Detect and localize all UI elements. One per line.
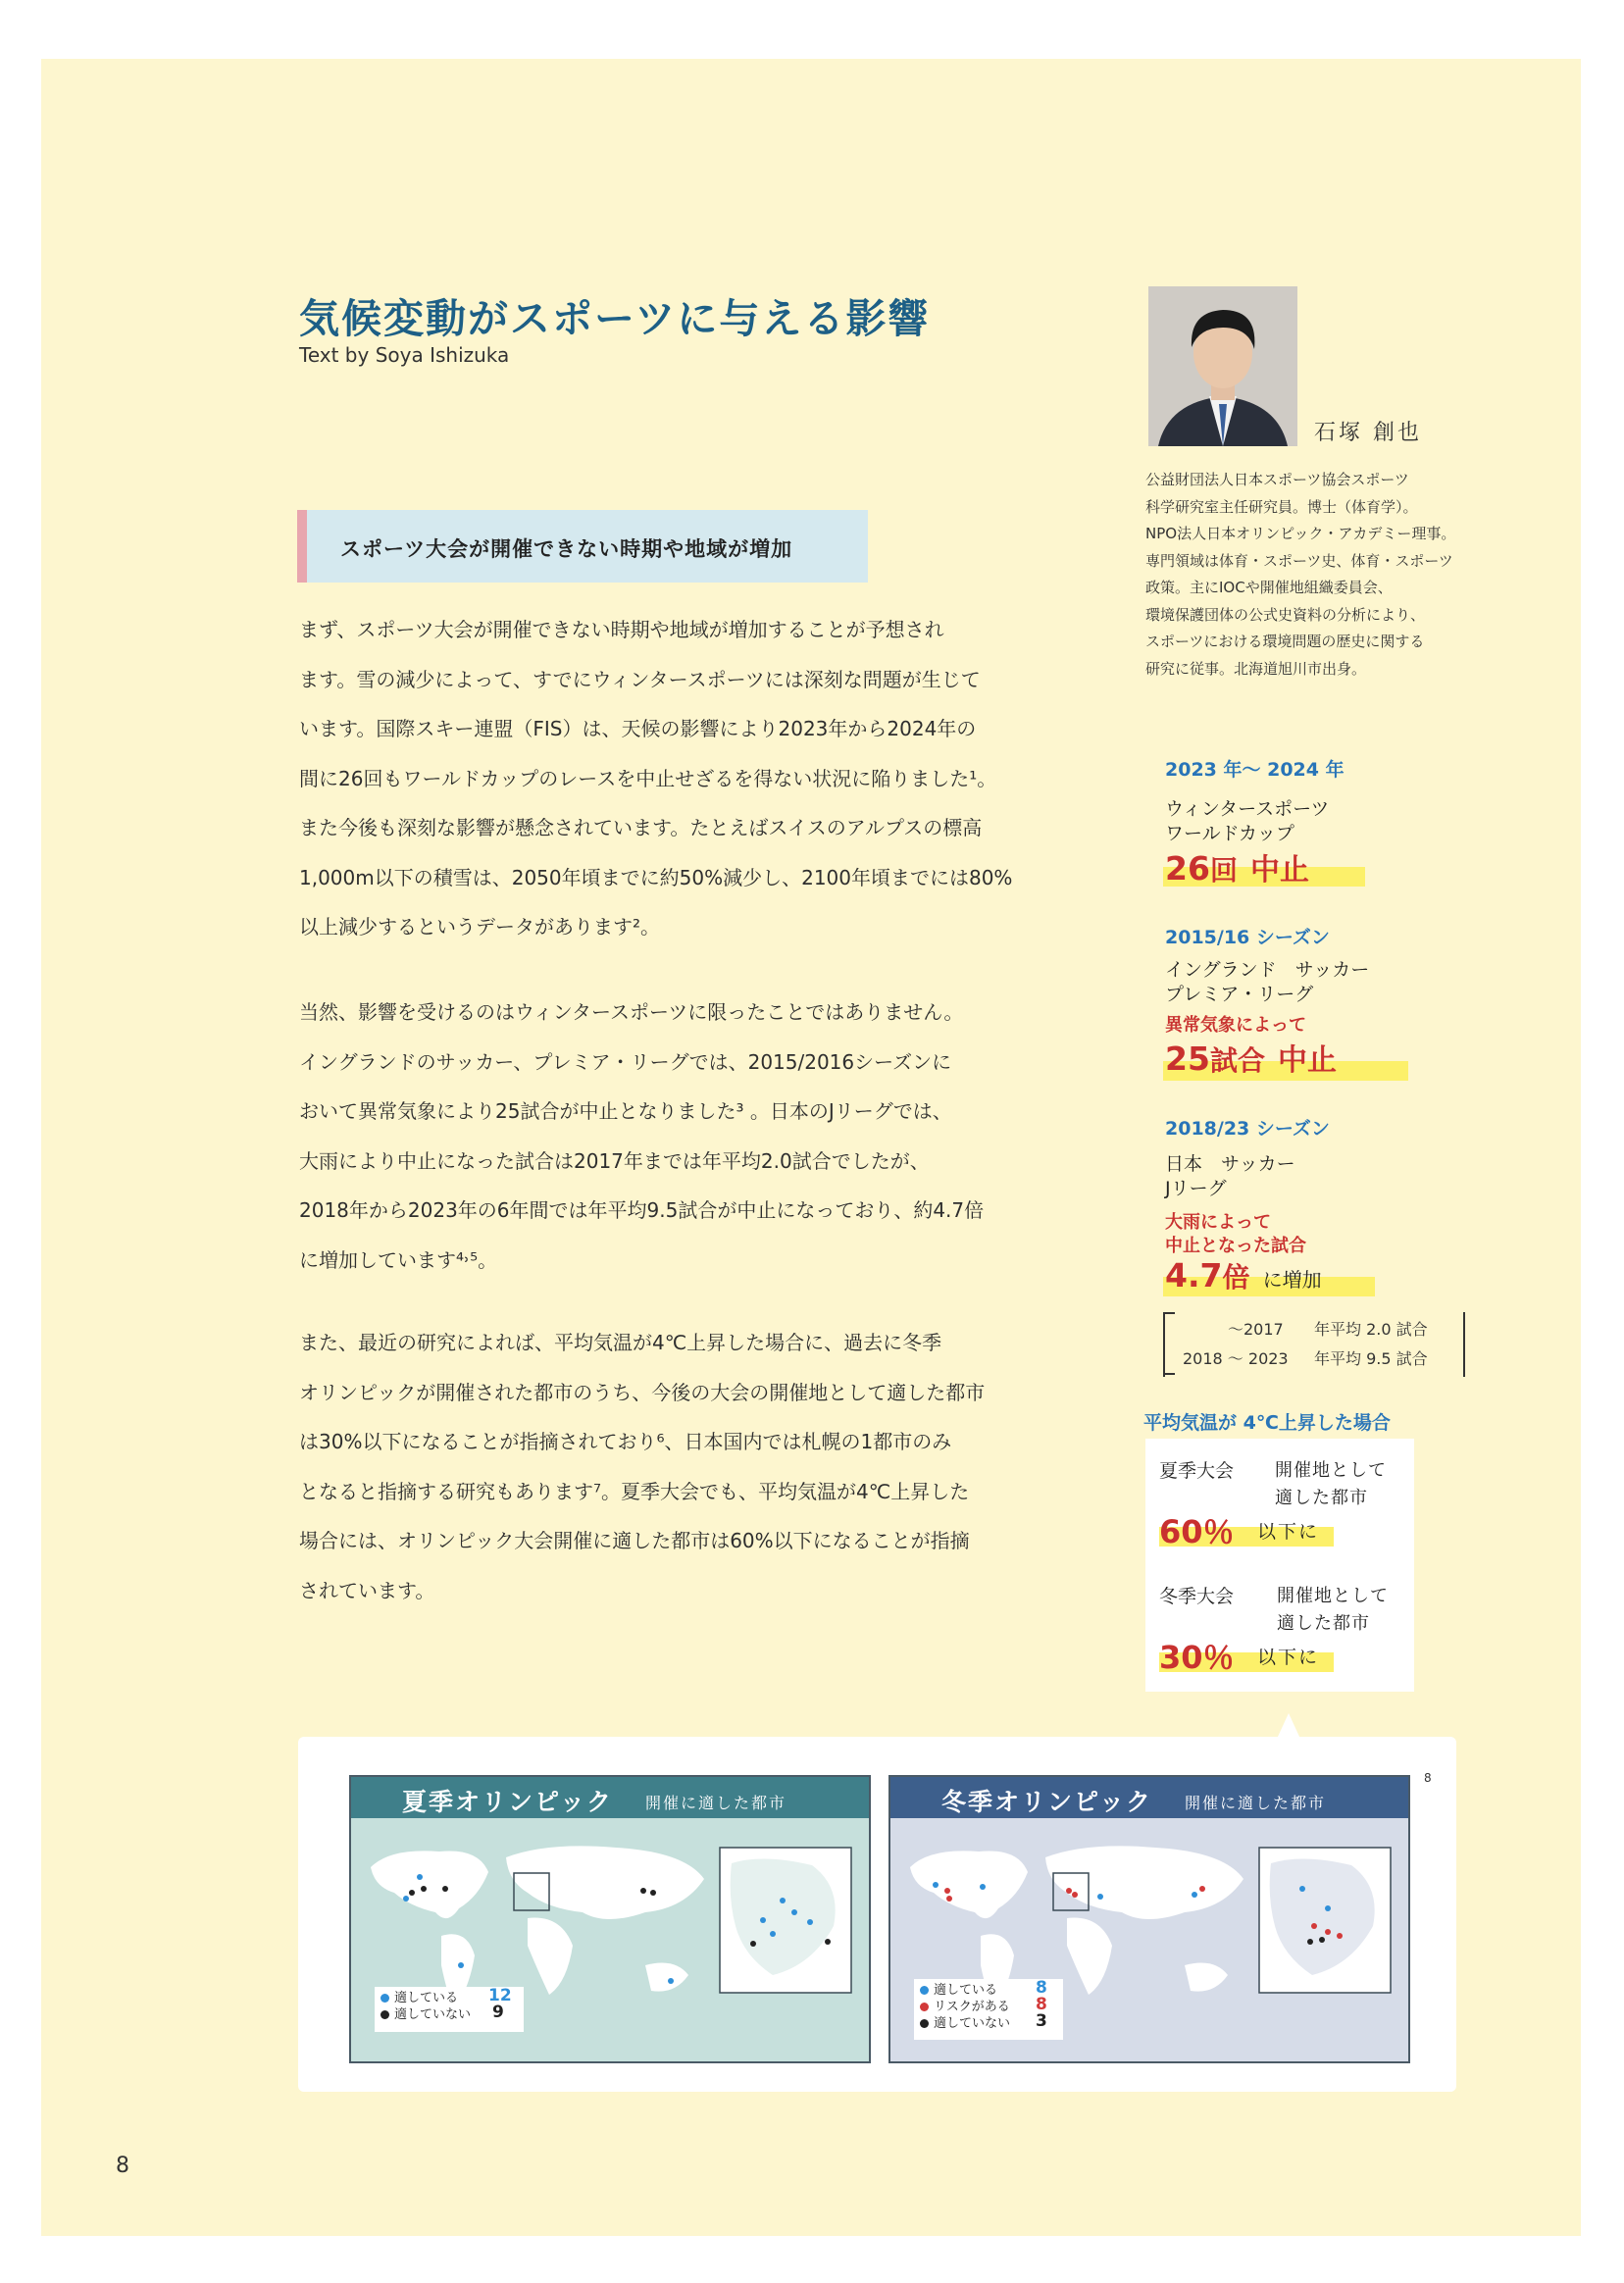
jl-cause2: 中止となった試合 xyxy=(1165,1236,1306,1256)
paragraph-line: 1,000m以下の積雪は、2050年頃までに約50%減少し、2100年頃までには80% xyxy=(299,865,1013,889)
legend-label: 適している xyxy=(394,1991,459,2005)
jl-line1: 日本 サッカー xyxy=(1165,1153,1295,1175)
summer-legend xyxy=(375,1987,524,2032)
fis-stat xyxy=(1165,845,1309,888)
bio-line: 政策。主にIOCや開催地組織委員会、 xyxy=(1145,579,1393,596)
paragraph-line: 場合には、オリンピック大会開催に適した都市は60%以下になることが指摘 xyxy=(299,1529,970,1552)
bio-line: 環境保護団体の公式史資料の分析により、 xyxy=(1145,605,1426,624)
pl-unit: 試合 xyxy=(1209,1044,1265,1077)
paragraph-line: 間に26回もワールドカップのレースを中止せざるを得ない状況に陥りました¹。 xyxy=(299,766,997,790)
summer-map-title: 夏季オリンピック xyxy=(402,1788,614,1816)
jl-period: 2018/23 シーズン xyxy=(1165,1118,1330,1140)
jl-unit: 倍 xyxy=(1222,1261,1250,1294)
legend-count: 9 xyxy=(492,2003,504,2022)
legend-count: 3 xyxy=(1036,2011,1047,2031)
summer-legend-unsuitable xyxy=(381,2003,518,2023)
legend-dot xyxy=(920,1986,929,1995)
paragraph-line: また、最近の研究によれば、平均気温が4℃上昇した場合に、過去に冬季 xyxy=(299,1331,942,1354)
fis-number: 26 xyxy=(1165,849,1210,888)
paragraph-line: 以上減少するというデータがあります²。 xyxy=(299,915,661,939)
fis-verb: 中止 xyxy=(1250,853,1310,888)
pl-line2: プレミア・リーグ xyxy=(1165,984,1314,1005)
pl-number: 25 xyxy=(1165,1040,1210,1078)
paragraph-line: また今後も深刻な影響が懸念されています。たとえばスイスのアルプスの標高 xyxy=(299,816,983,839)
jl-number: 4.7 xyxy=(1165,1256,1223,1294)
summer-label: 夏季大会 xyxy=(1159,1460,1235,1482)
author-name: 石塚 創也 xyxy=(1314,421,1422,445)
legend-dot xyxy=(381,2010,389,2019)
section-heading: スポーツ大会が開催できない時期や地域が増加 xyxy=(340,537,793,561)
fis-period: 2023 年～ 2024 年 xyxy=(1165,759,1345,781)
paragraph-line: されています。 xyxy=(299,1578,435,1602)
paragraph-line: おいて異常気象により25試合が中止となりました³ 。日本のJリーグでは、 xyxy=(299,1099,952,1123)
legend-dot xyxy=(920,2019,929,2028)
pl-verb: 中止 xyxy=(1278,1043,1338,1078)
paragraph-line: オリンピックが開催された都市のうち、今後の大会の開催地として適した都市 xyxy=(299,1380,986,1404)
legend-label: 適していない xyxy=(934,2016,1011,2031)
bio-line: スポーツにおける環境問題の歴史に関する xyxy=(1145,633,1425,650)
paragraph-3 xyxy=(299,1318,1074,1615)
legend-label: リスクがある xyxy=(934,2000,1010,2014)
fis-unit: 回 xyxy=(1209,854,1238,887)
temp-heading: 平均気温が 4℃上昇した場合 xyxy=(1143,1412,1391,1434)
summer-map-header xyxy=(351,1777,869,1818)
fis-line1: ウィンタースポーツ xyxy=(1165,798,1330,820)
winter-map-title: 冬季オリンピック xyxy=(941,1788,1153,1816)
temperature-card xyxy=(1145,1439,1414,1692)
paragraph-2 xyxy=(299,988,1074,1285)
pl-line1: イングランド サッカー xyxy=(1165,959,1370,981)
summer-desc1: 開催地として xyxy=(1275,1460,1387,1481)
bio-line: 科学研究室主任研究員。博士（体育学）。 xyxy=(1145,497,1418,516)
winter-map-subtitle: 開催に適した都市 xyxy=(1185,1794,1327,1812)
winter-olympics-map xyxy=(888,1775,1410,2063)
winter-legend xyxy=(914,1979,1063,2040)
pl-stat xyxy=(1165,1036,1337,1079)
legend-count: 8 xyxy=(1036,1995,1047,2014)
bio-line: 専門領域は体育・スポーツ史、体育・スポーツ xyxy=(1145,551,1453,570)
summer-olympics-map xyxy=(349,1775,871,2063)
jl-row2-value: 年平均 9.5 試合 xyxy=(1314,1349,1428,1368)
winter-desc1: 開催地として xyxy=(1277,1586,1389,1606)
author-photo xyxy=(1148,286,1297,446)
paragraph-line: 2018年から2023年の6年間では年平均9.5試合が中止になっており、約4.7倍 xyxy=(299,1198,985,1222)
section-heading-box xyxy=(297,510,868,583)
legend-label: 適していない xyxy=(394,2007,472,2022)
summer-suffix: 以下に xyxy=(1257,1521,1320,1543)
pl-period: 2015/16 シーズン xyxy=(1165,927,1330,948)
bio-line: 研究に従事。北海道旭川市出身。 xyxy=(1145,659,1367,678)
paragraph-line: イングランドのサッカー、プレミア・リーグでは、2015/2016シーズンに xyxy=(299,1049,952,1074)
byline: Text by Soya Ishizuka xyxy=(299,343,510,367)
paragraph-line: は30%以下になることが指摘されており⁶、日本国内では札幌の1都市のみ xyxy=(299,1430,952,1453)
page-number: 8 xyxy=(116,2154,129,2178)
paragraph-line: に増加しています⁴˒⁵。 xyxy=(299,1247,498,1272)
jl-stat xyxy=(1165,1256,1322,1295)
legend-count: 12 xyxy=(488,1986,512,2005)
jl-row2-label: 2018 ～ 2023 xyxy=(1183,1349,1289,1368)
legend-label: 適している xyxy=(934,1983,998,1998)
jl-row1-value: 年平均 2.0 試合 xyxy=(1314,1320,1428,1339)
winter-legend-unsuitable xyxy=(920,2011,1057,2032)
bio-line: NPO法人日本オリンピック・アカデミー理事。 xyxy=(1145,525,1456,542)
jl-verb: に増加 xyxy=(1262,1268,1322,1292)
winter-desc2: 適した都市 xyxy=(1277,1613,1370,1634)
figure-reference: 8 xyxy=(1424,1771,1432,1785)
bio-line: 公益財団法人日本スポーツ協会スポーツ xyxy=(1145,471,1409,488)
summer-percent: 60％ xyxy=(1159,1513,1235,1550)
jl-row1-label: ～2017 xyxy=(1228,1320,1284,1339)
winter-percent: 30％ xyxy=(1159,1639,1235,1676)
paragraph-line: 大雨により中止になった試合は2017年までは年平均2.0試合でしたが、 xyxy=(299,1148,930,1173)
fis-line2: ワールドカップ xyxy=(1165,823,1294,844)
paragraph-line: ます。雪の減少によって、すでにウィンタースポーツには深刻な問題が生じて xyxy=(299,667,981,691)
legend-dot xyxy=(920,2003,929,2011)
article-title: 気候変動がスポーツに与える影響 xyxy=(299,295,931,342)
winter-map-header xyxy=(890,1777,1408,1818)
legend-count: 8 xyxy=(1036,1978,1047,1998)
paragraph-line: います。国際スキー連盟（FIS）は、天候の影響により2023年から2024年の xyxy=(299,717,977,740)
callout-pointer xyxy=(1269,1711,1308,1739)
paragraph-line: まず、スポーツ大会が開催できない時期や地域が増加することが予想され xyxy=(299,618,944,641)
summer-desc2: 適した都市 xyxy=(1275,1488,1368,1508)
pl-cause: 異常気象によって xyxy=(1165,1015,1306,1036)
jl-line2: Jリーグ xyxy=(1165,1178,1227,1199)
winter-label: 冬季大会 xyxy=(1159,1586,1235,1607)
winter-suffix: 以下に xyxy=(1257,1647,1320,1668)
legend-dot xyxy=(381,1994,389,2003)
paragraph-line: 当然、影響を受けるのはウィンタースポーツに限ったことではありません。 xyxy=(299,1000,964,1024)
jl-cause1: 大雨によって xyxy=(1165,1212,1271,1233)
summer-map-subtitle: 開催に適した都市 xyxy=(645,1794,787,1812)
paragraph-line: となると指摘する研究もあります⁷。夏季大会でも、平均気温が4℃上昇した xyxy=(299,1479,970,1503)
paragraph-1 xyxy=(299,605,1074,952)
author-bio xyxy=(1145,467,1469,683)
